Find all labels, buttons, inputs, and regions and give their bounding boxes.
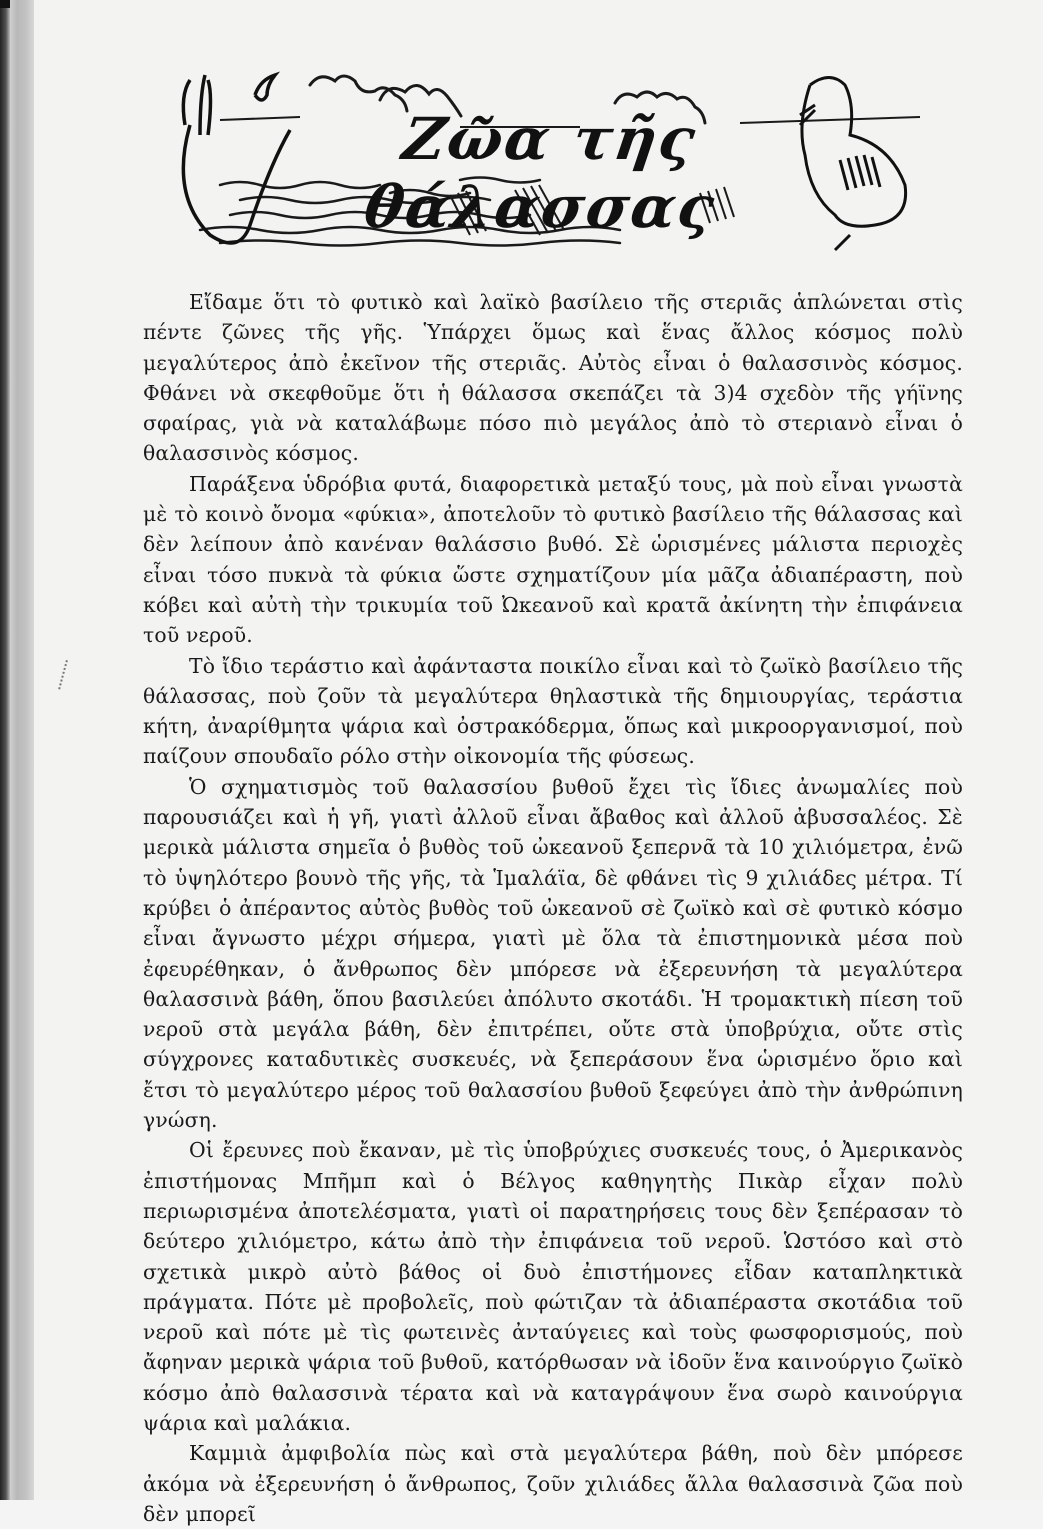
paragraph-3: Τὸ ἴδιο τεράστιο καὶ ἀφάνταστα ποικίλο εἶναι καὶ τὸ ζωϊκὸ βασίλειο τῆς θάλασσας, ποὺ ζοῦν τὰ μεγαλύτερα θηλαστικὰ τῆς δημιουργίας, τεράστια κήτη, ἀναρίθμητα ψάρια καὶ ὀστρακόδερμα, ὅπως καὶ μικροοργανισμοί, ποὺ παίζουν σπουδαῖο ρόλο στὴν οἰκονομία τῆς φύσεως. <box>143 653 963 769</box>
paragraph-2: Παράξενα ὑδρόβια φυτά, διαφορετικὰ μεταξύ τους, μὰ ποὺ εἶναι γνωστὰ μὲ τὸ κοινὸ ὄνομα «φύκια», ἀποτελοῦν τὸ φυτικὸ βασίλειο τῆς θάλασσας καὶ δὲν λείπουν ἀπὸ κανέναν θαλάσσιο βυθό. Σὲ ὡρισμένες μάλιστα περιοχὲς εἶναι τόσο πυκνὰ τὰ φύκια ὥστε σχηματίζουν μία μᾶζα ἀδιαπέραστη, ποὺ κόβει καὶ αὐτὴ τὴν τρικυμία τοῦ Ὠκεανοῦ καὶ κρατᾶ ἀκίνητη τὴν ἐπιφάνεια τοῦ νεροῦ. <box>143 471 963 648</box>
paragraph-6: Καμμιὰ ἀμφιβολία πὼς καὶ στὰ μεγαλύτερα βάθη, ποὺ δὲν μπόρεσε ἀκόμα νὰ ἐξερευνήση ὁ ἄνθρωπος, ζοῦν χιλιάδες ἄλλα θαλασσινὰ ζῶα ποὺ δὲν μπορεῖ <box>143 1441 963 1526</box>
paragraph-1: Εἴδαμε ὅτι τὸ φυτικὸ καὶ λαϊκὸ βασίλειο τῆς στεριᾶς ἁπλώνεται στὶς πέντε ζῶνες τῆς γῆς. Ὑπάρχει ὅμως καὶ ἕνας ἄλλος κόσμος πολὺ μεγαλύτερος ἀπὸ ἐκεῖνον τῆς στεριᾶς. Αὐτὸς εἶναι ὁ θαλασσινὸς κόσμος. Φθάνει νὰ σκεφθοῦμε ὅτι ἡ θάλασσα σκεπάζει τὰ 3)4 σχεδὸν τῆς γήϊνης σφαίρας, γιὰ νὰ καταλάβωμε πόσο πιὸ μεγάλος ἀπὸ τὸ στεριανὸ εἶναι ὁ θαλασσινὸς κόσμος. <box>143 290 963 466</box>
header-illustration <box>160 65 930 255</box>
article-body <box>143 287 963 1529</box>
scan-edge-shadow <box>0 0 10 1500</box>
paragraph-5: Οἱ ἔρευνες ποὺ ἔκαναν, μὲ τὶς ὑποβρύχιες συσκευές τους, ὁ Ἀμερικανὸς ἐπιστήμονας Μπῆμπ καὶ ὁ Βέλγος καθηγητὴς Πικὰρ εἶχαν πολὺ περιωρισμένα ἀποτελέσματα, γιατὶ οἱ παρατηρήσεις τους δὲν ξεπέρασαν τὸ δεύτερο χιλιόμετρο, κάτω ἀπὸ τὴν ἐπιφάνεια τοῦ νεροῦ. Ὡστόσο καὶ στὸ σχετικὰ μικρὸ αὐτὸ βάθος οἱ δυὸ ἐπιστήμονες εἶδαν καταπληκτικὰ πράγματα. Πότε μὲ προβολεῖς, ποὺ φώτιζαν τὰ ἀδιαπέραστα σκοτάδια τοῦ νεροῦ καὶ πότε μὲ τὶς φωτεινὲς ἀνταύγειες καὶ τοὺς φωσφορισμούς, ποὺ ἄφηναν μερικὰ ψάρια τοῦ βυθοῦ, κατόρθωσαν νὰ ἰδοῦν ἕνα καινούργιο ζωϊκὸ κόσμο ἀπὸ θαλασσινὰ τέρατα καὶ νὰ καταγράψουν ἕνα σωρὸ καινούργια ψάρια καὶ μαλάκια. <box>143 1138 963 1435</box>
book-binding-gutter <box>10 0 35 1500</box>
paragraph-4: Ὁ σχηματισμὸς τοῦ θαλασσίου βυθοῦ ἔχει τὶς ἴδιες ἀνωμαλίες ποὺ παρουσιάζει καὶ ἡ γῆ, γιατὶ ἀλλοῦ εἶναι ἄβαθος καὶ ἀλλοῦ ἀβυσσαλέος. Σὲ μερικὰ μάλιστα σημεῖα ὁ βυθὸς τοῦ ὠκεανοῦ ξεπερνᾶ τὰ 10 χιλιόμετρα, ἐνῶ τὸ ὑψηλότερο βουνὸ τῆς γῆς, τὰ Ἱμαλάϊα, δὲ φθάνει τὶς 9 χιλιάδες μέτρα. Τί κρύβει ὁ ἀπέραντος αὐτὸς βυθὸς τοῦ ὠκεανοῦ σὲ ζωϊκὸ καὶ σὲ φυτικὸ κόσμο εἶναι ἄγνωστο μέχρι σήμερα, γιατὶ μὲ ὅλα τὰ ἐπιστημονικὰ μέσα ποὺ ἐφευρέθηκαν, ὁ ἄνθρωπος δὲν μπόρεσε νὰ ἐξερευνήση τὰ μεγαλύτερα θαλασσινὰ βάθη, ὅπου βασιλεύει ἀπόλυτο σκοτάδι. Ἡ τρομακτικὴ πίεση τοῦ νεροῦ στὰ μεγάλα βάθη, δὲν ἐπιτρέπει, οὔτε στὰ ὑποβρύχια, οὔτε στὶς σύγχρονες καταδυτικὲς συσκευές, νὰ ξεπεράσουν ἕνα ὡρισμένο ὅριο καὶ ἔτσι τὸ μεγαλύτερο μέρος τοῦ θαλασσίου βυθοῦ ξεφεύγει ἀπὸ τὴν ἀνθρώπινη γνώση. <box>143 774 963 1133</box>
page-title: Ζῶα τῆς θάλασσας <box>360 105 721 241</box>
